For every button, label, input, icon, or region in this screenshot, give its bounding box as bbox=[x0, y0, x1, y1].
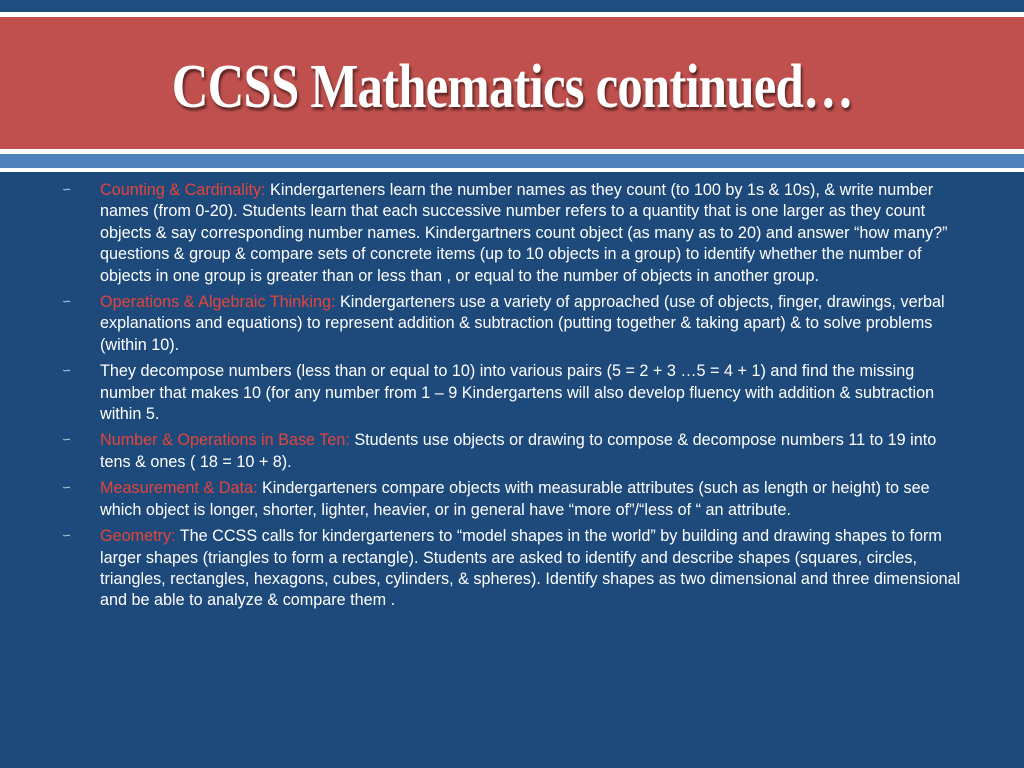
bullet-item-geometry bbox=[58, 526, 963, 612]
bullet-item-number-operations-base-ten bbox=[58, 430, 963, 473]
bullet-item-counting-cardinality bbox=[58, 180, 963, 287]
bullet-item-measurement-data bbox=[58, 478, 963, 521]
lower-divider-line bbox=[0, 168, 1024, 172]
bullet-heading: Geometry: bbox=[100, 527, 176, 546]
accent-band bbox=[0, 154, 1024, 168]
bullet-list bbox=[58, 180, 963, 617]
bullet-icon: ∽ bbox=[62, 530, 72, 543]
bullet-text: Students use objects or drawing to compose & decompose numbers 11 to 19 into tens & ones ( 18 = 10 + 8). bbox=[100, 431, 937, 471]
bullet-text: Kindergarteners use a variety of approached (use of objects, finger, drawings, verbal explanations and equations) to represent addition & subtraction (putting together & taking apart) & to solve problems (within 10). bbox=[100, 293, 945, 354]
bullet-icon: ∽ bbox=[62, 434, 72, 447]
bullet-heading: Operations & Algebraic Thinking: bbox=[100, 293, 336, 312]
bullet-heading: Counting & Cardinality: bbox=[100, 181, 266, 199]
bullet-heading: Number & Operations in Base Ten: bbox=[100, 431, 350, 450]
bullet-item-decompose-numbers bbox=[58, 361, 963, 425]
bullet-text: Kindergarteners compare objects with measurable attributes (such as length or height) to see which object is longer, shorter, lighter, heavier, or in general have “more of”/“less of “ an attribute. bbox=[100, 479, 930, 519]
bullet-icon: ∽ bbox=[62, 184, 72, 196]
bullet-heading: Measurement & Data: bbox=[100, 479, 258, 498]
top-band bbox=[0, 0, 1024, 12]
title-bar bbox=[0, 17, 1024, 149]
bullet-text: The CCSS calls for kindergarteners to “model shapes in the world” by building and drawing shapes to form larger shapes (triangles to form a rectangle). Students are asked to identify and describe shapes (squares, circles, triangles, rectangles, hexagons, cubes, cylinders, & spheres). Identify shapes as two dimensional and three dimensional and be able to analyze & compare them . bbox=[100, 527, 961, 610]
bullet-icon: ∽ bbox=[62, 296, 72, 309]
bullet-icon: ∽ bbox=[62, 365, 72, 378]
bullet-icon: ∽ bbox=[62, 482, 72, 495]
bullet-item-operations-algebraic-thinking bbox=[58, 292, 963, 356]
slide-title: CCSS Mathematics continued… bbox=[171, 53, 853, 121]
bullet-text: They decompose numbers (less than or equal to 10) into various pairs (5 = 2 + 3 …5 = 4 + 1) and find the missing number that makes 10 (for any number from 1 – 9 Kindergartens will also develop fluency with addition & subtraction within 5. bbox=[100, 362, 935, 424]
bullet-text: Kindergarteners learn the number names as they count (to 100 by 1s & 10s), & write number names (from 0-20). Students learn that each successive number refers to a quantity that is one larger as they count objects & say corresponding number names. Kindergartners count object (as many as to 20) and answer “how many?” questions & group & compare sets of concrete items (up to 10 objects in a group) to identify whether the number of objects in one group is greater than or less than , or equal to the number of objects in another group. bbox=[100, 181, 948, 285]
